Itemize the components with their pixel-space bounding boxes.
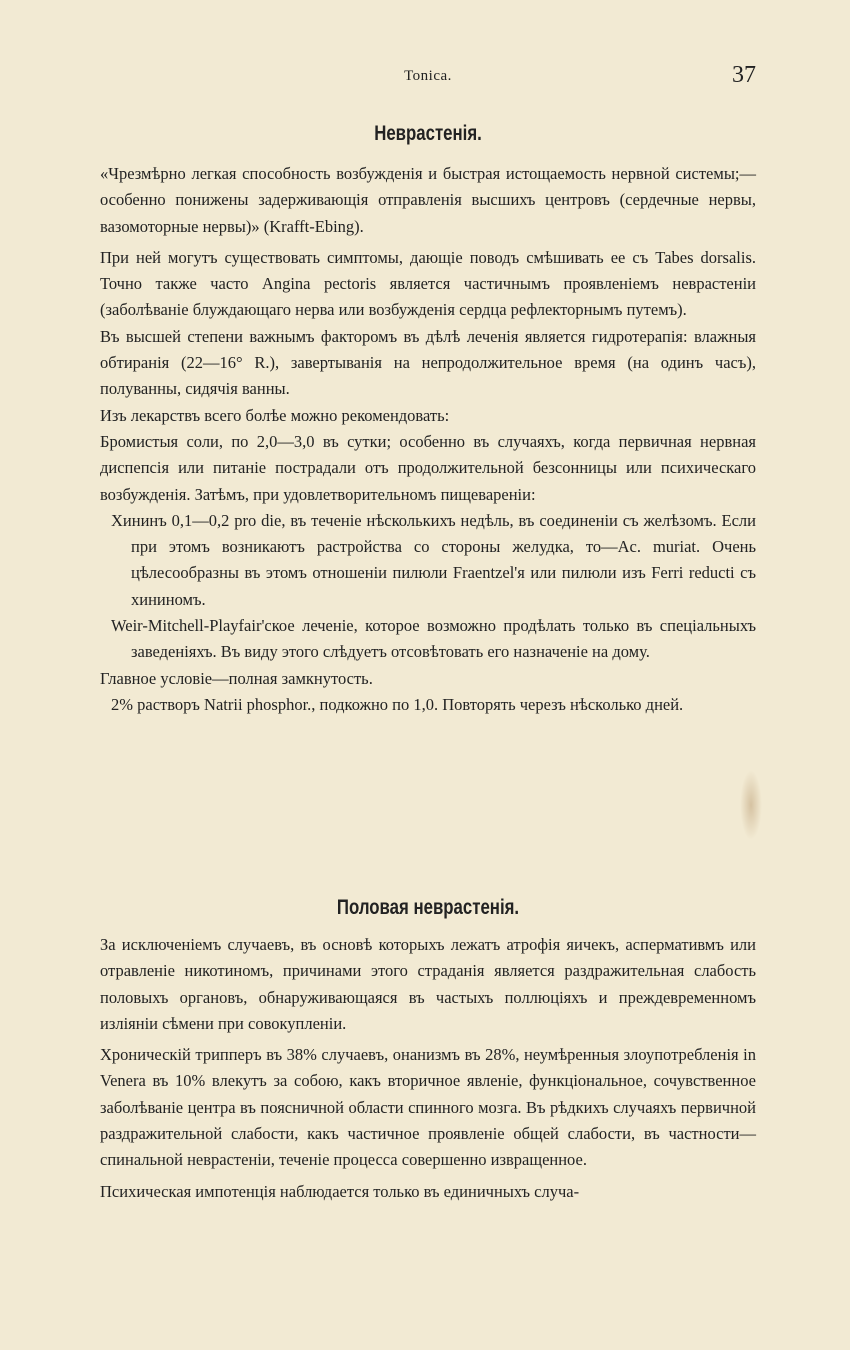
paragraph: Изъ лекарствъ всего болѣе можно рекомендовать: (100, 405, 450, 425)
paragraph: Бромистыя соли, по 2,0—3,0 въ сутки; особенно въ случаяхъ, когда первичная нервная диспепсія или питаніе пострадали отъ продолжительной безсонницы или психическаго возбужденія. Затѣмъ, при удовлетворительномъ пищевареніи: (100, 431, 756, 504)
section-body-sexual-neurasthenia (100, 932, 756, 1205)
running-title: Tonica. (404, 68, 452, 84)
paper-stain (740, 770, 762, 840)
document-page (100, 0, 756, 1350)
list-item: 2% растворъ Natrii phosphor., подкожно по 1,0. Повторять черезъ нѣсколько дней. (111, 694, 684, 714)
section-heading-neurasthenia: Неврастенія. (374, 122, 482, 145)
list-item: Weir-Mitchell-Playfair'ское леченіе, которое возможно продѣлать только въ спеціальныхъ заведеніяхъ. Въ виду этого слѣдуетъ отсовѣтовать его назначеніе на дому. (111, 616, 756, 662)
paragraph: Психическая импотенція наблюдается только въ единичныхъ случа- (100, 1181, 580, 1201)
running-head (100, 62, 756, 92)
paragraph: При ней могутъ существовать симптомы, дающіе поводъ смѣшивать ее съ Tabes dorsalis. Точно также часто Angina pectoris является частичнымъ проявленіемъ неврастеніи (заболѣваніе блуждающаго нерва или возбужденія сердца рефлекторнымъ путемъ). (100, 247, 756, 320)
section-body-neurasthenia (100, 161, 756, 718)
section-heading-sexual-neurasthenia: Половая неврастенія. (336, 896, 520, 919)
paragraph: «Чрезмѣрно легкая способность возбужденія и быстрая истощаемость нервной системы;—особенно понижены задерживающія отправленія высшихъ центровъ (сердечные нервы, вазомоторные нервы)» (Krafft-Ebing). (100, 164, 756, 236)
paragraph: Хроническій трипперъ въ 38% случаевъ, онанизмъ въ 28%, неумѣренныя злоупотребленія in Venera въ 10% влекутъ за собою, какъ вторичное явленіе, функціональное, сочувственное заболѣваніе центра въ поясничной области спинного мозга. Въ рѣдкихъ случаяхъ первичной раздражительной слабости, какъ частичное проявленіе общей слабости, въ частности—спинальной неврастеніи, теченіе процесса совершенно извращенное. (100, 1045, 756, 1170)
page-number: 37 (732, 62, 756, 88)
paragraph: Въ высшей степени важнымъ факторомъ въ дѣлѣ леченія является гидротерапія: влажныя обтиранія (22—16° R.), завертыванія на непродолжительное время (на одинъ часъ), полуванны, сидячія ванны. (100, 326, 756, 399)
paragraph: За исключеніемъ случаевъ, въ основѣ которыхъ лежатъ атрофія яичекъ, аспермативмъ или отравленіе никотиномъ, причинами этого страданія является раздражительная слабость половыхъ органовъ, обнаруживающаяся въ частыхъ поллюціяхъ и преждевременномъ изліяніи сѣмени при совокупленіи. (100, 935, 756, 1033)
paragraph: Главное условіе—полная замкнутость. (100, 668, 373, 688)
list-item: Хининъ 0,1—0,2 pro die, въ теченіе нѣсколькихъ недѣль, въ соединеніи съ желѣзомъ. Если при этомъ возникаютъ растройства со стороны желудка, то—Ac. muriat. Очень цѣлесообразны въ этомъ отношеніи пилюли Fraentzel'я или пилюли изъ Ferri reducti съ хининомъ. (111, 510, 756, 609)
